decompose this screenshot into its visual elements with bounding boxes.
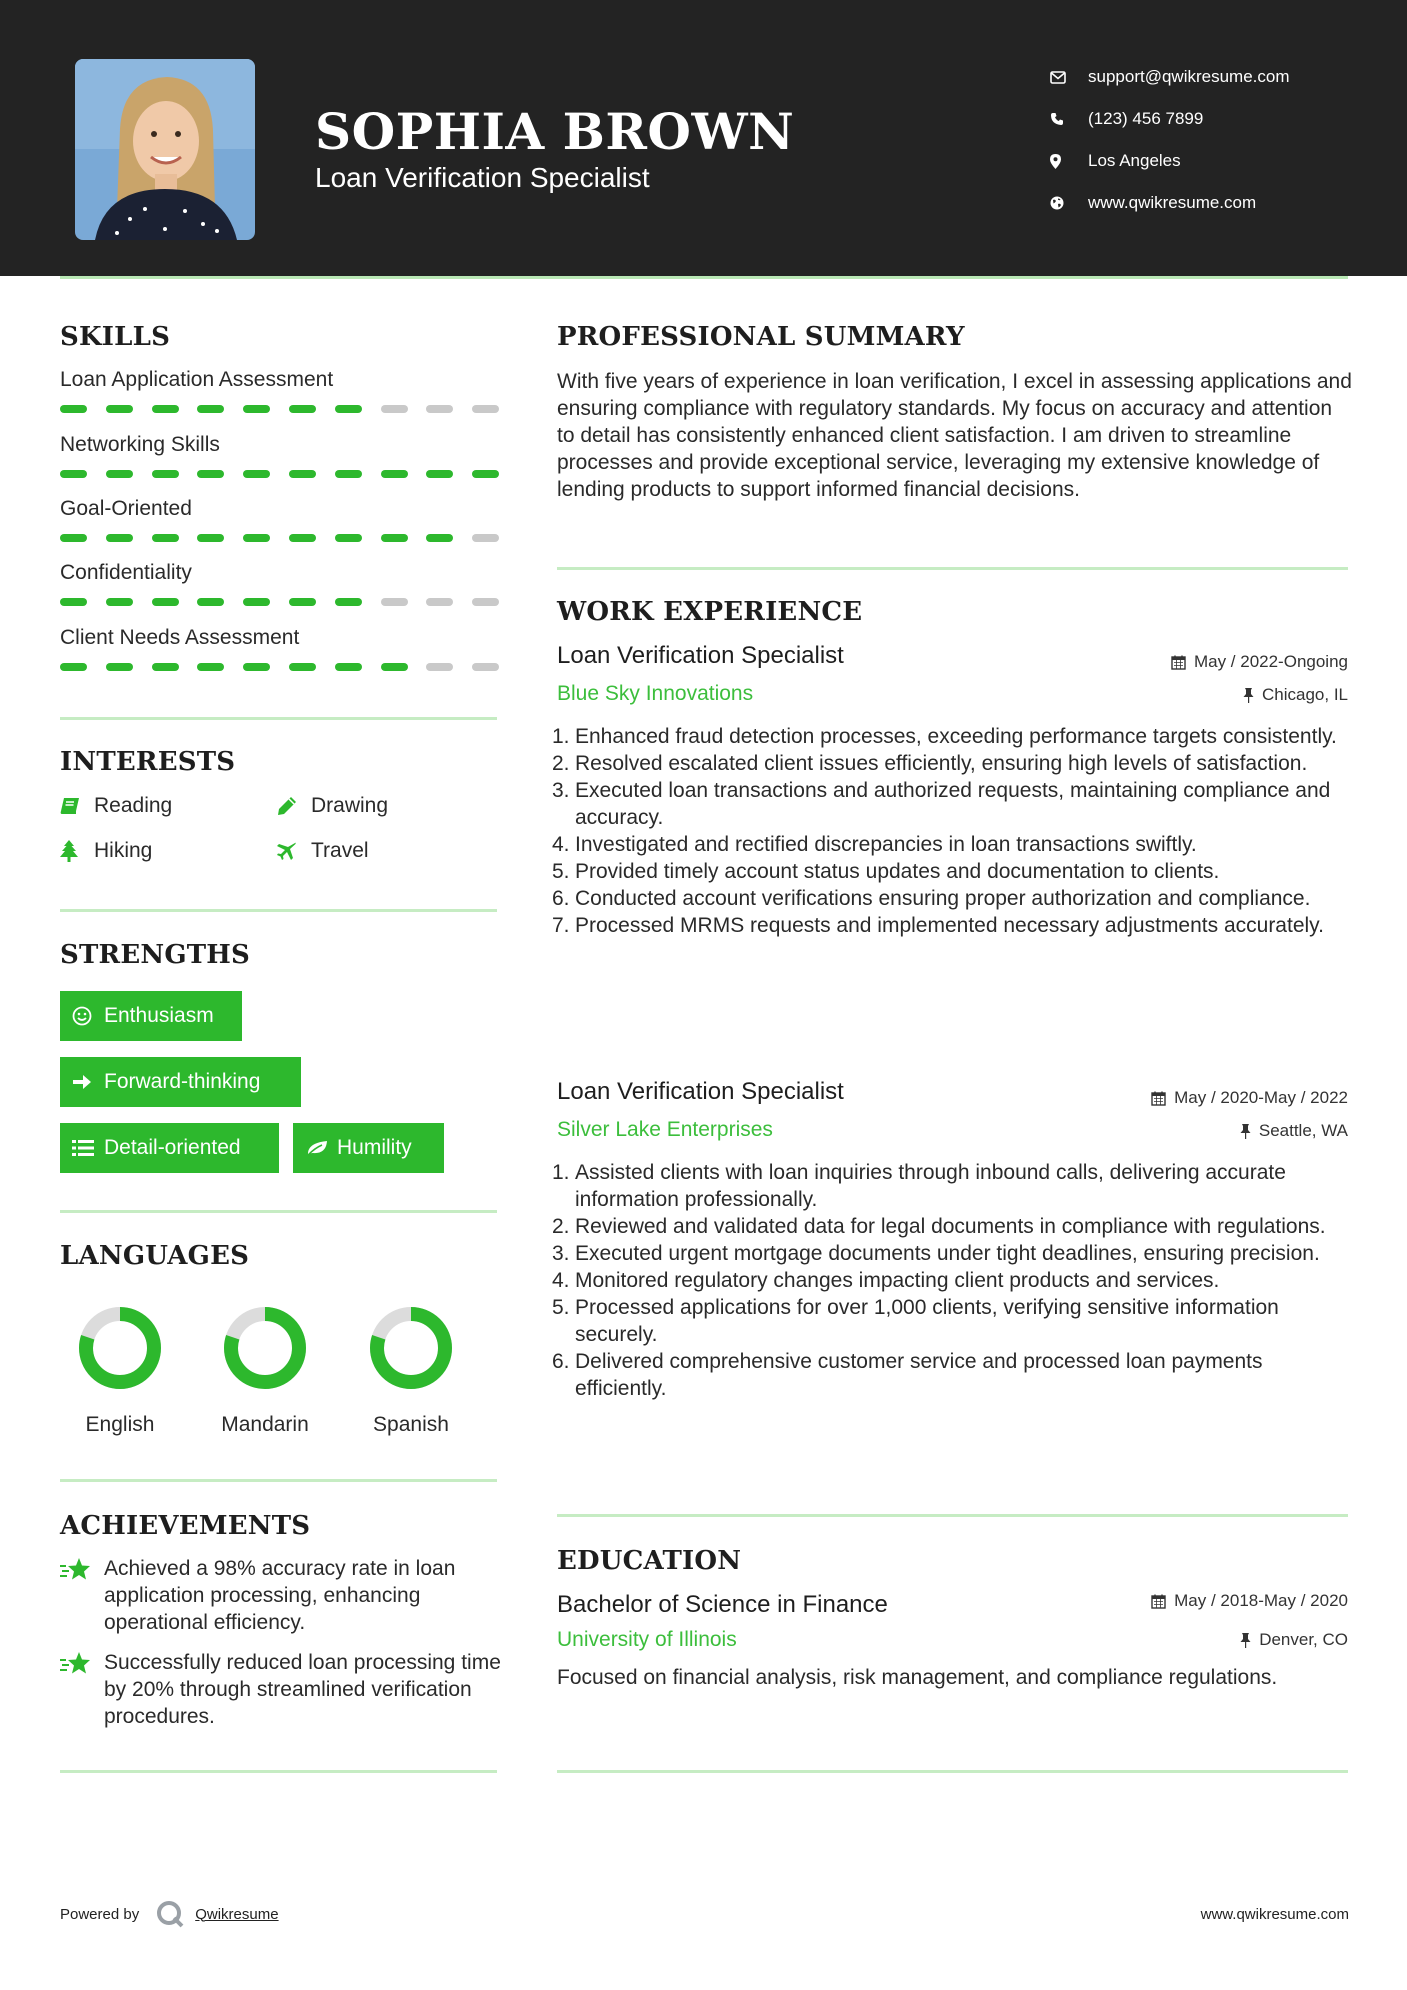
job-responsibilities [552,723,1342,939]
qwikresume-logo-icon [155,1899,185,1929]
language-item [210,1303,320,1437]
language-proficiency-ring [75,1303,165,1393]
skill-level-dash [106,470,133,478]
arrow-right-icon [72,1073,104,1091]
skill-level-dash [426,598,453,606]
responsibility-number: 5. [552,1296,570,1319]
education-description: Focused on financial analysis, risk management, and compliance regulations. [557,1666,1278,1689]
contact-phone[interactable] [1050,98,1290,140]
interest-item [60,839,152,863]
skill-level-dash [426,470,453,478]
skill-level-dash [289,598,316,606]
skill-level-dash [426,663,453,671]
responsibility-number: 2. [552,752,570,775]
responsibility-item [552,831,1342,858]
job-dates [1171,652,1348,672]
job-dates [1151,1088,1348,1108]
skill-level-bar [60,470,500,478]
language-item [65,1303,175,1437]
responsibility-number: 3. [552,1242,570,1265]
responsibility-number: 6. [552,887,570,910]
achievement-text: Successfully reduced loan processing time by 20% through streamlined verification procedures. [104,1651,501,1728]
responsibility-text: Executed loan transactions and authorized requests, maintaining compliance and accuracy. [575,779,1331,829]
plane-icon [277,841,311,861]
star-icon [60,1649,104,1730]
strength-badge [293,1123,444,1173]
skill-level-dash [426,405,453,413]
location-icon [1050,154,1088,169]
job-company: Silver Lake Enterprises [557,1118,773,1141]
education-location [1240,1630,1348,1650]
section-divider [557,1770,1348,1773]
skill-level-dash [106,598,133,606]
section-divider [60,717,497,720]
skill-level-dash [472,534,499,542]
skill-level-dash [60,598,87,606]
summary-text: With five years of experience in loan verification, I excel in assessing applications and ensuring compliance with regulatory standards. My focus on accuracy and attention to detail has consistently enhanced client satisfaction. I am driven to streamline processes and provide exceptional service, leveraging my extensive knowledge of lending products to support informed financial decisions. [557,370,1352,501]
responsibility-item [552,777,1342,831]
job-role: Loan Verification Specialist [557,642,844,669]
pin-icon [1243,688,1254,703]
job-location-text: Seattle, WA [1258,1121,1348,1140]
language-proficiency-ring [366,1303,456,1393]
skill-level-dash [381,598,408,606]
skill-level-dash [152,470,179,478]
responsibility-text: Processed MRMS requests and implemented necessary adjustments accurately. [575,914,1324,937]
tree-icon [60,840,94,862]
responsibility-text: Investigated and rectified discrepancies in loan transactions swiftly. [575,833,1197,856]
responsibility-number: 2. [552,1215,570,1238]
header-divider [60,276,1348,279]
skill-level-dash [152,663,179,671]
education-degree: Bachelor of Science in Finance [557,1591,888,1618]
responsibility-item [552,858,1342,885]
responsibility-number: 1. [552,1161,570,1184]
interest-item [277,839,369,863]
skill-level-dash [152,534,179,542]
job-location [1243,685,1348,705]
phone-icon [1050,112,1088,126]
strength-label: Humility [337,1136,412,1159]
skill-level-dash [335,534,362,542]
calendar-icon [1151,1594,1166,1609]
responsibility-number: 3. [552,779,570,802]
pencil-icon [277,796,311,816]
skill-name: Confidentiality [60,561,192,584]
book-icon [60,797,94,815]
pin-icon [1240,1124,1251,1139]
contact-phone-text: (123) 456 7899 [1088,109,1204,128]
skill-level-dash [381,405,408,413]
achievement-item [60,1649,505,1730]
responsibility-item [552,1348,1342,1402]
responsibility-text: Executed urgent mortgage documents under tight deadlines, ensuring precision. [575,1242,1320,1265]
skill-level-dash [197,534,224,542]
skill-level-dash [426,534,453,542]
skill-level-dash [60,405,87,413]
section-divider [60,1479,497,1482]
skills-heading: SKILLS [60,322,171,352]
skill-level-bar [60,534,500,542]
interest-label: Drawing [311,794,389,817]
contact-list [1050,56,1290,224]
globe-icon [1050,196,1088,210]
achievement-text: Achieved a 98% accuracy rate in loan application processing, enhancing operational efficiency. [104,1557,456,1634]
responsibility-number: 7. [552,914,570,937]
skill-level-dash [381,663,408,671]
skill-level-dash [243,663,270,671]
skill-level-dash [289,534,316,542]
skill-level-dash [335,470,362,478]
profile-photo [75,59,255,240]
responsibility-text: Conducted account verifications ensuring proper authorization and compliance. [575,887,1311,910]
interest-label: Travel [311,839,369,862]
star-icon [60,1555,104,1636]
job-location-text: Chicago, IL [1262,685,1348,704]
interest-label: Reading [94,794,173,817]
responsibility-item [552,912,1342,939]
language-label: Spanish [373,1413,449,1436]
language-proficiency-ring [220,1303,310,1393]
responsibility-item [552,885,1342,912]
interest-item [60,794,172,818]
skill-name: Loan Application Assessment [60,368,334,391]
education-heading: EDUCATION [557,1546,742,1576]
skill-level-dash [289,470,316,478]
job-role: Loan Verification Specialist [557,1078,844,1105]
skill-level-dash [472,663,499,671]
calendar-icon [1151,1091,1166,1106]
skill-level-bar [60,405,500,413]
strength-label: Detail-oriented [104,1136,241,1159]
skill-level-dash [197,405,224,413]
experience-heading: WORK EXPERIENCE [557,597,863,627]
strength-label: Forward-thinking [104,1070,261,1093]
list-icon [72,1139,104,1157]
contact-location [1050,140,1290,182]
responsibility-number: 4. [552,1269,570,1292]
skill-level-dash [243,598,270,606]
section-divider [60,1770,497,1773]
strength-badge [60,1123,279,1173]
skill-name: Client Needs Assessment [60,626,300,649]
footer-website[interactable]: www.qwikresume.com [1200,1906,1349,1923]
skill-level-dash [472,598,499,606]
education-dates-text: May / 2018-May / 2020 [1174,1591,1348,1610]
skill-level-dash [381,470,408,478]
contact-email[interactable] [1050,56,1290,98]
responsibility-number: 5. [552,860,570,883]
candidate-name: SOPHIA BROWN [315,102,795,161]
skill-level-dash [106,405,133,413]
section-divider [557,1514,1348,1517]
skill-level-dash [289,663,316,671]
responsibility-text: Assisted clients with loan inquiries through inbound calls, delivering accurate information professionally. [575,1161,1286,1211]
skill-level-dash [335,663,362,671]
responsibility-item [552,723,1342,750]
job-company: Blue Sky Innovations [557,682,754,705]
skill-level-dash [106,663,133,671]
education-dates [1151,1591,1348,1611]
skill-level-dash [243,534,270,542]
interests-heading: INTERESTS [60,747,236,777]
contact-website[interactable] [1050,182,1290,224]
interest-label: Hiking [94,839,153,862]
contact-website-text: www.qwikresume.com [1088,193,1257,212]
contact-location-text: Los Angeles [1088,151,1181,170]
strength-badge [60,991,242,1041]
summary-heading: PROFESSIONAL SUMMARY [557,322,965,352]
job-dates-text: May / 2020-May / 2022 [1174,1088,1348,1107]
achievement-item [60,1555,505,1636]
skill-level-dash [289,405,316,413]
language-label: English [85,1413,155,1436]
skill-level-dash [381,534,408,542]
responsibility-number: 6. [552,1350,570,1373]
interest-item [277,794,388,818]
responsibility-text: Processed applications for over 1,000 clients, verifying sensitive information securely. [575,1296,1279,1346]
section-divider [557,567,1348,570]
qwikresume-link[interactable]: Qwikresume [195,1905,279,1923]
skill-level-dash [243,405,270,413]
skill-level-bar [60,598,500,606]
language-label: Mandarin [221,1413,309,1436]
leaf-icon [305,1139,337,1157]
responsibility-number: 4. [552,833,570,856]
responsibility-text: Provided timely account status updates and documentation to clients. [575,860,1220,883]
responsibility-text: Reviewed and validated data for legal documents in compliance with regulations. [575,1215,1326,1238]
skill-level-dash [335,598,362,606]
skill-level-dash [106,534,133,542]
skill-level-dash [60,534,87,542]
responsibility-item [552,750,1342,777]
skill-level-dash [335,405,362,413]
skill-level-dash [197,663,224,671]
strength-label: Enthusiasm [104,1004,214,1027]
responsibility-text: Delivered comprehensive customer service and processed loan payments efficiently. [575,1350,1263,1400]
calendar-icon [1171,655,1186,670]
skill-level-dash [197,598,224,606]
skill-level-dash [60,663,87,671]
skill-level-dash [472,470,499,478]
footer-powered-by [60,1899,279,1929]
skill-name: Networking Skills [60,433,220,456]
section-divider [60,1210,497,1213]
responsibility-item [552,1294,1342,1348]
powered-by-text: Powered by [60,1905,140,1923]
smile-icon [72,1006,104,1026]
education-school: University of Illinois [557,1628,737,1651]
responsibility-text: Resolved escalated client issues efficiently, ensuring high levels of satisfaction. [575,752,1308,775]
skill-level-dash [472,405,499,413]
strength-badge [60,1057,301,1107]
job-location [1240,1121,1348,1141]
skill-name: Goal-Oriented [60,497,192,520]
email-icon [1050,71,1088,84]
strengths-heading: STRENGTHS [60,940,251,970]
skill-level-dash [152,405,179,413]
responsibility-item [552,1213,1342,1240]
contact-email-text: support@qwikresume.com [1088,67,1290,86]
pin-icon [1240,1633,1251,1648]
candidate-title: Loan Verification Specialist [315,162,650,193]
responsibility-number: 1. [552,725,570,748]
responsibility-item [552,1240,1342,1267]
skill-level-dash [60,470,87,478]
job-responsibilities [552,1159,1342,1402]
responsibility-text: Enhanced fraud detection processes, exceeding performance targets consistently. [575,725,1337,748]
skill-level-dash [243,470,270,478]
language-item [356,1303,466,1437]
section-divider [60,909,497,912]
achievements-heading: ACHIEVEMENTS [60,1511,311,1541]
job-dates-text: May / 2022-Ongoing [1193,652,1348,671]
education-location-text: Denver, CO [1259,1630,1348,1649]
skill-level-dash [152,598,179,606]
languages-heading: LANGUAGES [60,1241,250,1271]
skill-level-dash [197,470,224,478]
responsibility-text: Monitored regulatory changes impacting client products and services. [575,1269,1220,1292]
responsibility-item [552,1159,1342,1213]
skill-level-bar [60,663,500,671]
responsibility-item [552,1267,1342,1294]
